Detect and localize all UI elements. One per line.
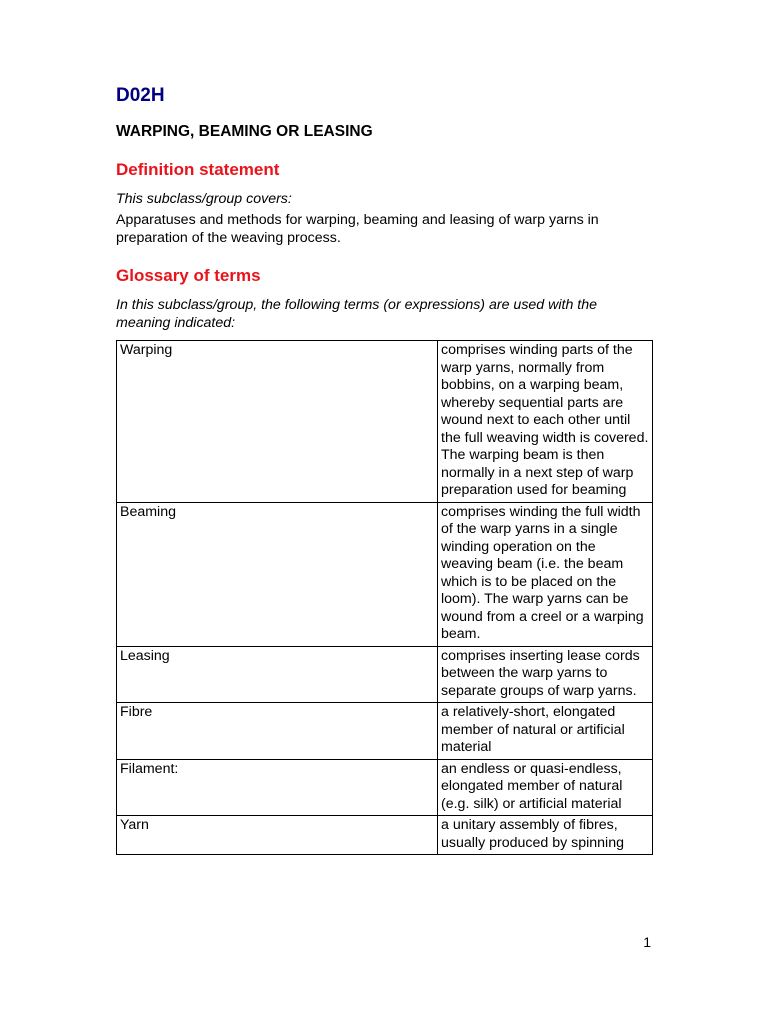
table-row	[117, 646, 653, 703]
glossary-term: Leasing	[117, 646, 438, 703]
classification-code: D02H	[116, 85, 165, 106]
glossary-term: Filament:	[117, 759, 438, 816]
document-page	[116, 84, 653, 855]
definition-text: Apparatuses and methods for warping, beaming and leasing of warp yarns in preparation of the weaving process.	[116, 212, 599, 246]
glossary-table	[116, 340, 653, 855]
table-row	[117, 816, 653, 855]
glossary-definition: comprises winding the full width of the warp yarns in a single winding operation on the weaving beam (i.e. the beam which is to be placed on the loom). The warp yarns can be wound from a creel or a warping beam.	[438, 502, 653, 646]
glossary-intro: In this subclass/group, the following terms (or expressions) are used with the meaning indicated:	[116, 297, 598, 331]
table-row	[117, 759, 653, 816]
glossary-term: Fibre	[117, 703, 438, 760]
glossary-term: Yarn	[117, 816, 438, 855]
glossary-definition: an endless or quasi-endless, elongated member of natural (e.g. silk) or artificial material	[438, 759, 653, 816]
table-row	[117, 502, 653, 646]
glossary-definition: comprises inserting lease cords between the warp yarns to separate groups of warp yarns.	[438, 646, 653, 703]
classification-title: WARPING, BEAMING OR LEASING	[116, 123, 373, 140]
definition-heading: Definition statement	[116, 160, 280, 179]
definition-intro: This subclass/group covers:	[116, 191, 292, 207]
table-row	[117, 703, 653, 760]
glossary-term: Warping	[117, 341, 438, 503]
glossary-definition: a unitary assembly of fibres, usually produced by spinning	[438, 816, 653, 855]
page-number: 1	[643, 934, 651, 950]
glossary-term: Beaming	[117, 502, 438, 646]
glossary-definition: a relatively-short, elongated member of natural or artificial material	[438, 703, 653, 760]
glossary-heading: Glossary of terms	[116, 266, 261, 285]
glossary-definition: comprises winding parts of the warp yarns, normally from bobbins, on a warping beam, whereby sequential parts are wound next to each other until the full weaving width is covered. The warping beam is then normally in a next step of warp preparation used for beaming	[438, 341, 653, 503]
table-row	[117, 341, 653, 503]
